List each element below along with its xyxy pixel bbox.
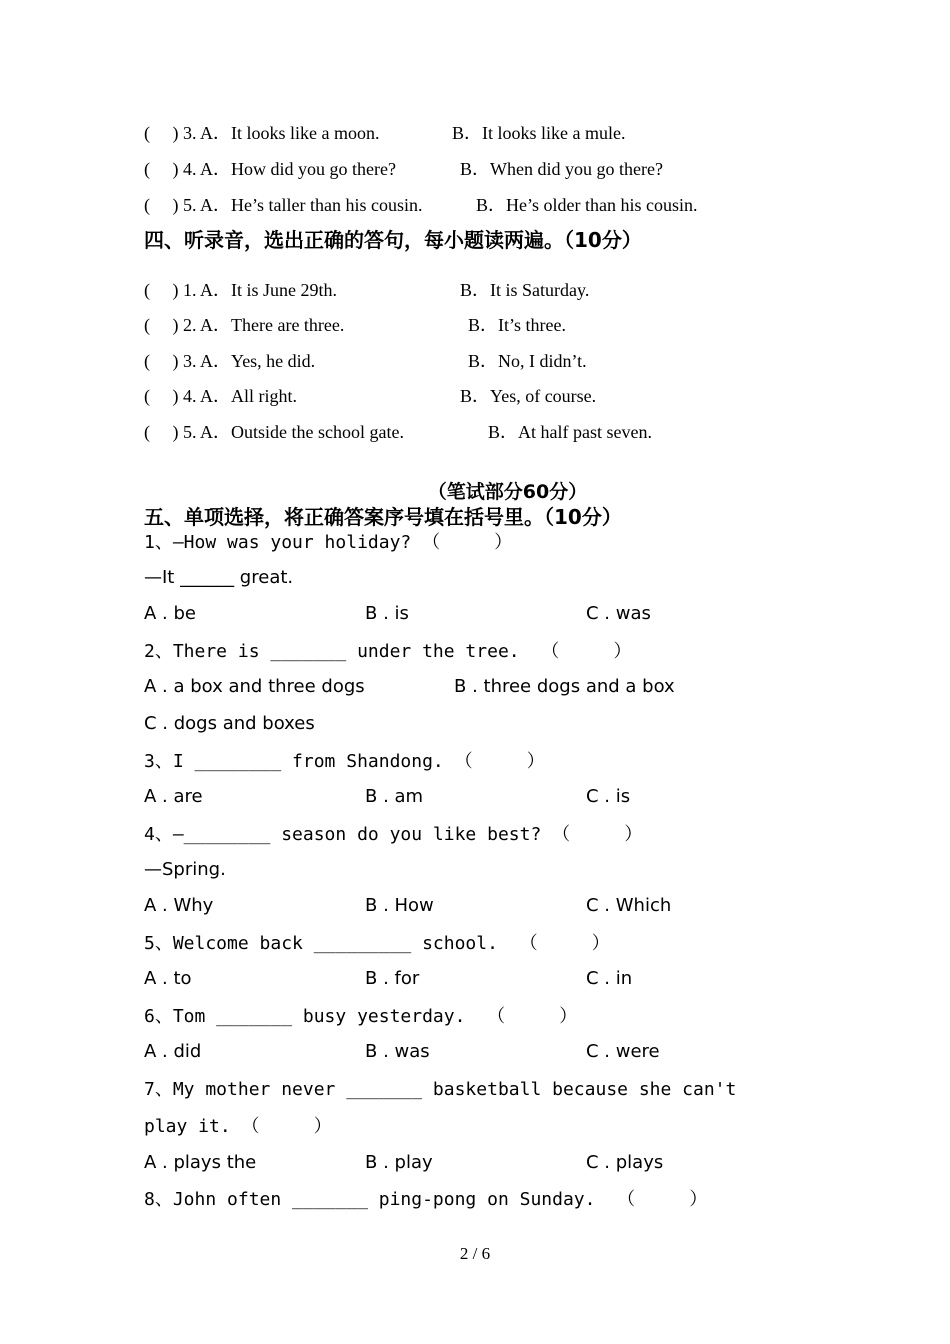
item-option-a: ( ) 5. A．Outside the school gate.	[144, 422, 404, 442]
option-a: A . Why	[144, 895, 214, 916]
option-c: C . plays	[586, 1152, 664, 1173]
question-4-stem: 4、—________ season do you like best? （ ）	[144, 824, 643, 845]
question-3-stem: 3、I ________ from Shandong. （ ）	[144, 751, 545, 772]
question-8-stem: 8、John often _______ ping-pong on Sunday. （ ）	[144, 1189, 708, 1210]
item-option-b: B．At half past seven.	[488, 422, 652, 442]
option-c: C . were	[586, 1041, 660, 1062]
question-6-stem: 6、Tom _______ busy yesterday. （ ）	[144, 1006, 578, 1027]
option-c: C . Which	[586, 895, 672, 916]
question-7-stem-line2: play it. （ ）	[144, 1116, 332, 1137]
option-b: B . How	[365, 895, 434, 916]
item-option-a: ( ) 4. A．How did you go there?	[144, 159, 396, 179]
option-c: C . in	[586, 968, 633, 989]
item-option-a: ( ) 3. A．It looks like a moon.	[144, 123, 380, 143]
option-b: B . is	[365, 603, 409, 624]
item-option-a: ( ) 1. A．It is June 29th.	[144, 280, 337, 300]
option-a: A . to	[144, 968, 192, 989]
item-option-b: B．It is Saturday.	[460, 280, 590, 300]
item-option-b: B．Yes, of course.	[460, 386, 597, 406]
section5-heading: 五、单项选择，将正确答案序号填在括号里。（10分）	[144, 505, 622, 529]
option-a: A . did	[144, 1041, 202, 1062]
item-option-b: B．No, I didn’t.	[468, 351, 587, 371]
option-a: A . plays the	[144, 1152, 257, 1173]
option-b: B . for	[365, 968, 420, 989]
item-option-a: ( ) 2. A．There are three.	[144, 315, 345, 335]
question-5-stem: 5、Welcome back _________ school. （ ）	[144, 933, 610, 954]
option-a: A . a box and three dogs	[144, 676, 365, 697]
question-1-stem: 1、—How was your holiday? （ ）	[144, 532, 513, 553]
written-part-heading: （笔试部分60分）	[427, 481, 588, 503]
section4-heading: 四、听录音，选出正确的答句，每小题读两遍。（10分）	[144, 228, 642, 252]
question-7-stem-line1: 7、My mother never _______ basketball because she can't	[144, 1079, 737, 1100]
question-1-reply: —It ______ great.	[144, 567, 294, 588]
item-option-b: B．It looks like a mule.	[452, 123, 626, 143]
option-b: B . play	[365, 1152, 433, 1173]
item-option-a: ( ) 5. A．He’s taller than his cousin.	[144, 195, 423, 215]
item-option-b: B．When did you go there?	[460, 159, 663, 179]
option-c: C . was	[586, 603, 651, 624]
page-number: 2 / 6	[459, 1244, 491, 1263]
question-4-reply: —Spring.	[144, 859, 226, 880]
item-option-a: ( ) 4. A．All right.	[144, 386, 297, 406]
option-b: B . three dogs and a box	[454, 676, 675, 697]
item-option-a: ( ) 3. A．Yes, he did.	[144, 351, 316, 371]
option-c: C . is	[586, 786, 631, 807]
option-a: A . be	[144, 603, 196, 624]
item-option-b: B．He’s older than his cousin.	[476, 195, 698, 215]
question-2-stem: 2、There is _______ under the tree. （ ）	[144, 641, 632, 662]
item-option-b: B．It’s three.	[468, 315, 566, 335]
option-a: A . are	[144, 786, 203, 807]
option-b: B . was	[365, 1041, 430, 1062]
question-2-option-c: C . dogs and boxes	[144, 713, 315, 734]
option-b: B . am	[365, 786, 424, 807]
